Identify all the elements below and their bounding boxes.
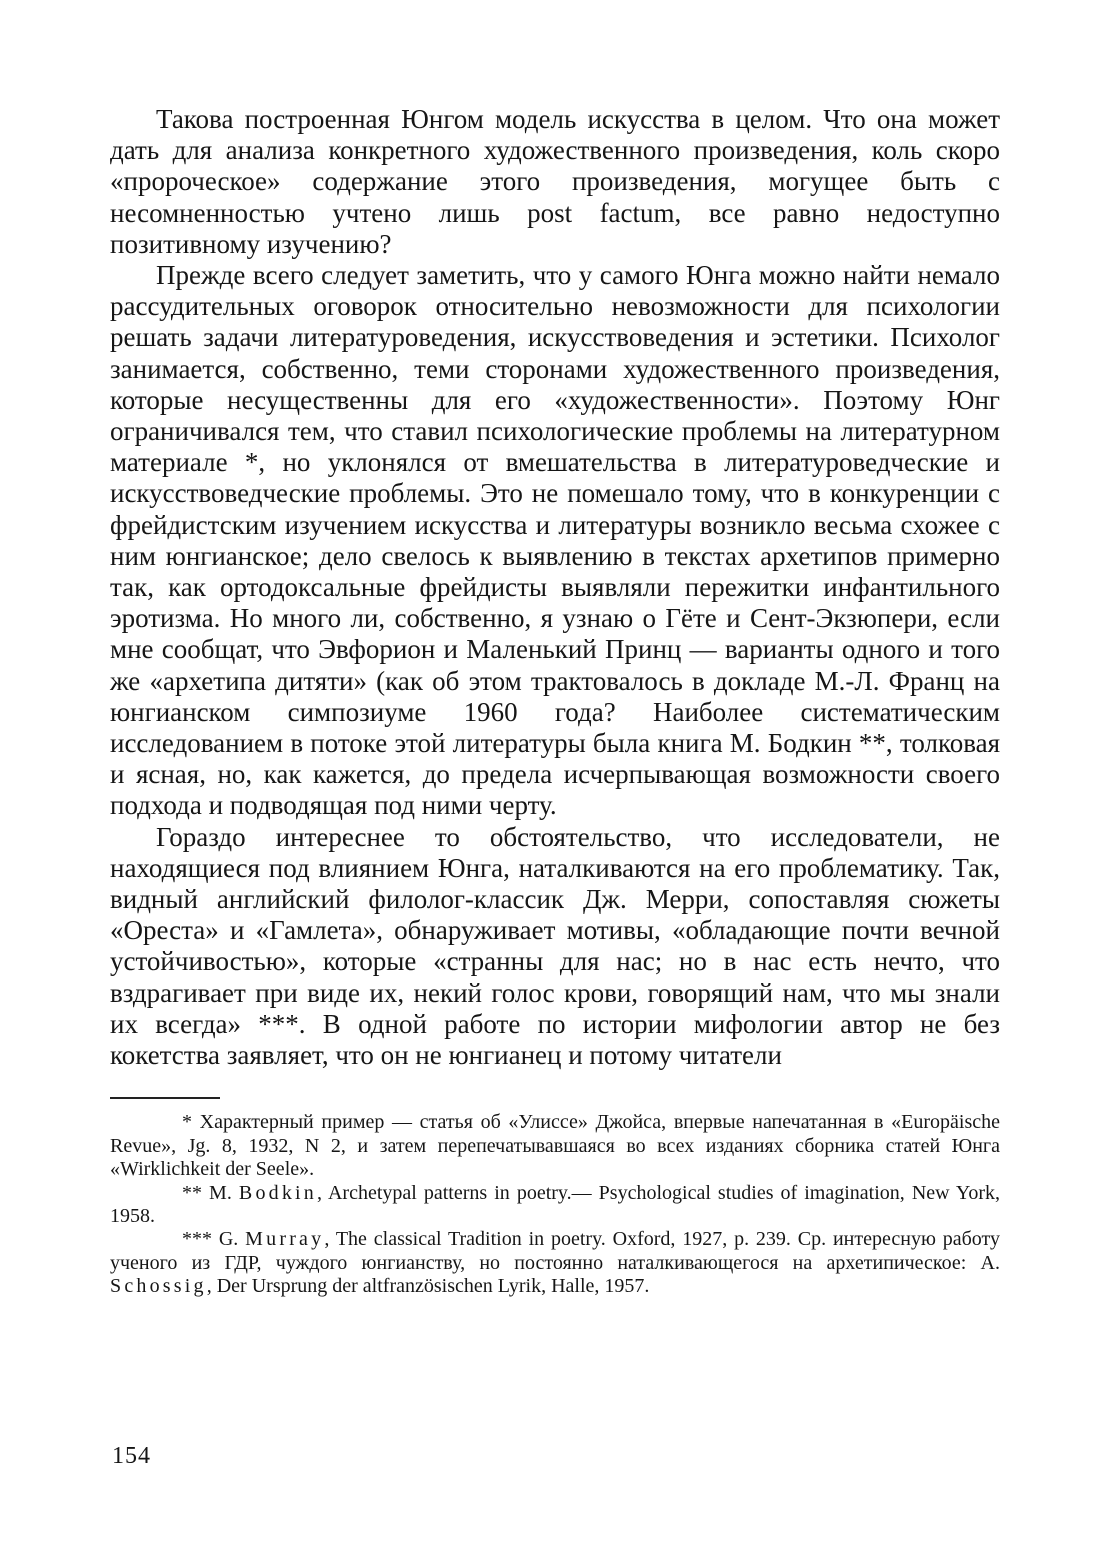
footnote-3-text: , The classical Tradition in poetry. Oxford, 1927, p. 239. Ср. интересную работу ученого из ГДР, чуждого юнгианству, но постоянно наталкивающегося на архетипическое: A. [110,1228,1000,1274]
footnote-3-text-end: , Der Ursprung der altfranzösischen Lyrik, Halle, 1957. [206,1275,650,1298]
footnote-2-mark: ** M. [182,1181,232,1204]
paragraph-1: Такова построенная Юнгом модель искусства в целом. Что она может дать для анализа конкретного художественного произведения, коль скоро «пророческое» содержание этого произведения, могущее быть с несомненностью учтено лишь post factum, все равно недоступно позитивному изучению? [110,104,1000,259]
footnote-3-author: Murray [245,1228,325,1251]
paragraph-3: Гораздо интереснее то обстоятельство, что исследователи, не находящиеся под влиянием Юнга, наталкиваются на его проблематику. Так, видный английский филолог-классик Дж. Мерри, сопоставляя сюжеты «Ореста» и «Гамлета», обнаруживает мотивы, «обладающие почти вечной устойчивостью», которые «странны для нас; но в нас есть нечто, что вздрагивает при виде их, некий голос крови, говорящий нам, что мы знали их всегда» ***. В одной работе по истории мифологии автор не без кокетства заявляет, что он не юнгианец и потому читатели [110,821,1000,1071]
page-content [110,104,1000,1299]
paragraph-2: Прежде всего следует заметить, что у самого Юнга можно найти немало рассудительных оговорок относительно невозможности для психологии решать задачи литературоведения, искусствоведения и эстетики. Психолог занимается, собственно, теми сторонами художественного произведения, которые несущественны для его «художественности». Поэтому Юнг ограничивался тем, что ставил психологические проблемы на литературном материале *, но уклонялся от вмешательства в литературоведческие и искусствоведческие проблемы. Это не помешало тому, что в конкуренции с фрейдистским изучением искусства и литературы возникло весьма схожее с ним юнгианское; дело свелось к выявлению в текстах архетипов примерно так, как ортодоксальные фрейдисты выявляли пережитки инфантильного эротизма. Но много ли, собственно, я узнаю о Гёте и Сент-Экзюпери, если мне сообщат, что Эвфорион и Маленький Принц — варианты одного и того же «архетипа дитяти» (как об этом трактовалось в докладе М.-Л. Франц на юнгианском симпозиуме 1960 года? Наиболее систематическим исследованием в потоке этой литературы была книга М. Бодкин **, толковая и ясная, но, как кажется, до предела исчерпывающая возможности своего подхода и подводящая под ними черту. [110,260,1000,821]
footnote-1: * Характерный пример — статья об «Улиссе» Джойса, впервые напечатанная в «Europäische Revue», Jg. 8, 1932, N 2, и затем перепечатывавшаяся во всех изданиях сборника статей Юнга «Wirklichkeit der Seele». [110,1111,1000,1181]
footnote-2-text: , Archetypal patterns in poetry.— Psychological studies of imagination, New York, 1958. [110,1181,1001,1227]
footnote-divider [110,1097,220,1099]
footnote-2 [110,1182,1000,1229]
footnote-3-author-2: Schossig [110,1275,207,1298]
footnote-3-mark: *** G. [182,1228,239,1251]
page-number: 154 [112,1443,151,1469]
footnote-3 [110,1228,1000,1298]
footnote-2-author: Bodkin [238,1181,318,1204]
